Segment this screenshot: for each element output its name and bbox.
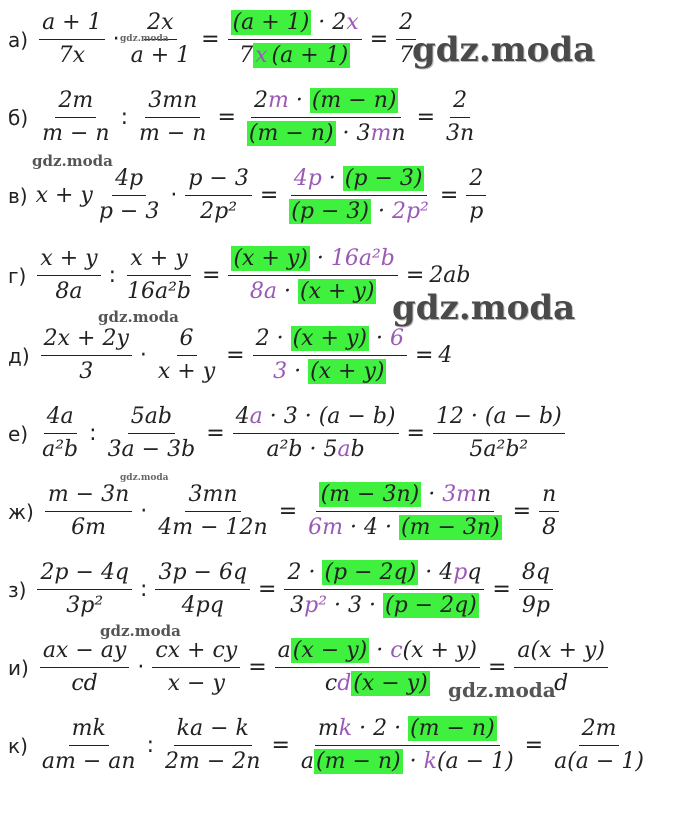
fraction: $\frac{8q}{9p}$ <box>519 558 553 621</box>
fraction: $\frac{2 \cdot (p - 2q) \cdot 4pq}{\text{3p² · 3 · (p − 2q)}}$ <box>284 558 484 621</box>
multiply-operator: · <box>112 27 120 52</box>
fraction: $\frac{3mn}{m - n}$ <box>139 88 207 146</box>
row-d <box>8 324 452 387</box>
row-label: ж) <box>8 499 34 524</box>
row-v <box>8 164 489 227</box>
fraction: $\frac{x + y}{\text{16a²b}}$ <box>127 246 192 304</box>
fraction: $\frac{4a}{\text{a²b}}$ <box>42 404 79 462</box>
watermark: gdz.moda <box>98 308 179 326</box>
watermark: gdz.moda <box>120 34 169 44</box>
divide-operator: : <box>140 577 148 602</box>
equals-sign: = <box>369 27 389 52</box>
watermark: gdz.moda <box>120 473 169 483</box>
fraction: $\frac{(a + 1) \cdot 2x}{7x (a + 1)}$ <box>228 8 362 71</box>
divide-operator: : <box>89 421 97 446</box>
fraction: $\frac{2}{p}$ <box>466 164 486 227</box>
fraction: $\frac{a + 1}{7x}$ <box>39 8 105 71</box>
equals-sign: = <box>492 577 511 602</box>
divide-operator: : <box>108 263 116 288</box>
equals-sign: = <box>217 105 236 130</box>
equals-sign: = <box>202 263 221 288</box>
fraction: $\frac{2}{3n}$ <box>446 88 475 146</box>
fraction: $\frac{n}{8}$ <box>539 480 559 543</box>
fraction: $\frac{ax - ay}{cd}$ <box>40 636 130 699</box>
fraction: $\frac{4p \cdot (p - 3)}{\text{(p − 3) · 2p²}}$ <box>291 166 429 224</box>
fraction: $\frac{a(x + y)}{d}$ <box>514 636 608 699</box>
multiply-operator: · <box>170 183 178 208</box>
divide-operator: : <box>120 105 129 130</box>
multiply-operator: · <box>140 499 148 524</box>
row-label: з) <box>8 577 27 602</box>
fraction: $\frac{x + y}{8a}$ <box>37 244 100 307</box>
result: 2ab <box>429 263 471 288</box>
fraction: $\frac{2m}{a(a - 1)}$ <box>554 716 644 774</box>
fraction: $\frac{p - 3}{\text{2p²}}$ <box>185 164 252 227</box>
equals-sign: = <box>439 183 459 208</box>
fraction: $\frac{m - 3n}{6m}$ <box>45 480 132 543</box>
fraction: $\frac{mk}{am - an}$ <box>41 716 136 774</box>
fraction: $\frac{mk \cdot 2 \cdot (m - n)}{a(m - n) \cdot k(a - 1)}$ <box>300 716 514 774</box>
row-e <box>8 402 568 465</box>
equals-sign: = <box>414 343 434 368</box>
fraction: $\frac{3mn}{4m - 12n}$ <box>158 482 268 540</box>
row-label: а) <box>8 27 29 52</box>
equals-sign: = <box>406 421 425 446</box>
fraction: $\frac{2m \cdot (m - n)}{(m - n) \cdot 3mn}$ <box>248 88 406 146</box>
equals-sign: = <box>416 105 435 130</box>
fraction: $\frac{a(x - y) \cdot c(x + y)}{cd(x - y)}$ <box>275 636 480 699</box>
fraction: $\frac{2 \cdot (x + y) \cdot 6}{3 \cdot (x + y)}$ <box>253 324 407 387</box>
equals-sign: = <box>248 655 267 680</box>
fraction: $\frac{5ab}{3a - 3b}$ <box>107 404 196 462</box>
watermark: gdz.moda <box>412 30 596 70</box>
watermark: gdz.moda <box>100 622 181 640</box>
equals-sign: = <box>524 733 544 758</box>
watermark: gdz.moda <box>392 288 576 328</box>
row-label: к) <box>8 733 28 758</box>
fraction: $\frac{(m - 3n) \cdot 3mn}{6m \cdot 4 \cdot (m - 3n)}$ <box>308 482 500 540</box>
equals-sign: = <box>259 183 279 208</box>
result: 4 <box>438 343 453 368</box>
divide-operator: : <box>146 733 154 758</box>
prefix-expression: x + y <box>35 183 93 208</box>
row-k <box>8 714 650 777</box>
equals-sign: = <box>512 499 532 524</box>
equals-sign: = <box>206 421 225 446</box>
equals-sign: = <box>278 499 298 524</box>
fraction: $\frac{4a \cdot 3 \cdot (a - b)}{\text{a²b · 5ab}}$ <box>233 402 399 465</box>
multiply-operator: · <box>139 343 147 368</box>
row-label: д) <box>8 343 30 368</box>
row-z <box>8 558 556 621</box>
row-label: б) <box>8 105 29 130</box>
fraction: $\frac{ka - k}{2m - 2n}$ <box>165 716 261 774</box>
row-label: е) <box>8 421 29 446</box>
fraction: $\frac{3p - 6q}{4pq}$ <box>155 558 250 621</box>
fraction: $\frac{2x + 2y}{3}$ <box>41 324 132 387</box>
fraction: $\frac{2m}{m - n}$ <box>42 88 110 146</box>
row-zh <box>8 480 562 543</box>
equals-sign: = <box>201 27 220 52</box>
fraction: $\frac{4p}{p - 3}$ <box>98 166 160 224</box>
equals-sign: = <box>487 655 507 680</box>
row-label: в) <box>8 183 28 208</box>
row-label: г) <box>8 263 27 288</box>
fraction: $\frac{\text{(x + y) · 16a²b}}{8a \cdot (x + y)}$ <box>228 244 397 307</box>
fraction: $\frac{2p - 4q}{\text{3p²}}$ <box>37 558 132 621</box>
fraction: $\frac{12 \cdot (a - b)}{\text{5a²b²}}$ <box>433 402 565 465</box>
row-label: и) <box>8 655 29 680</box>
multiply-operator: · <box>137 655 145 680</box>
row-b <box>8 86 480 149</box>
fraction: $\frac{2}{7}$ <box>396 8 416 71</box>
fraction: $\frac{cx + cy}{x - y}$ <box>152 636 240 699</box>
watermark: gdz.moda <box>448 678 556 702</box>
equals-sign: = <box>226 343 245 368</box>
row-a <box>8 8 419 71</box>
fraction: $\frac{6}{x + y}$ <box>157 326 216 384</box>
watermark: gdz.moda <box>32 152 113 170</box>
equals-sign: = <box>258 577 277 602</box>
equals-sign: = <box>405 263 425 288</box>
fraction: $\frac{2x}{a + 1}$ <box>130 10 191 68</box>
equals-sign: = <box>271 733 290 758</box>
